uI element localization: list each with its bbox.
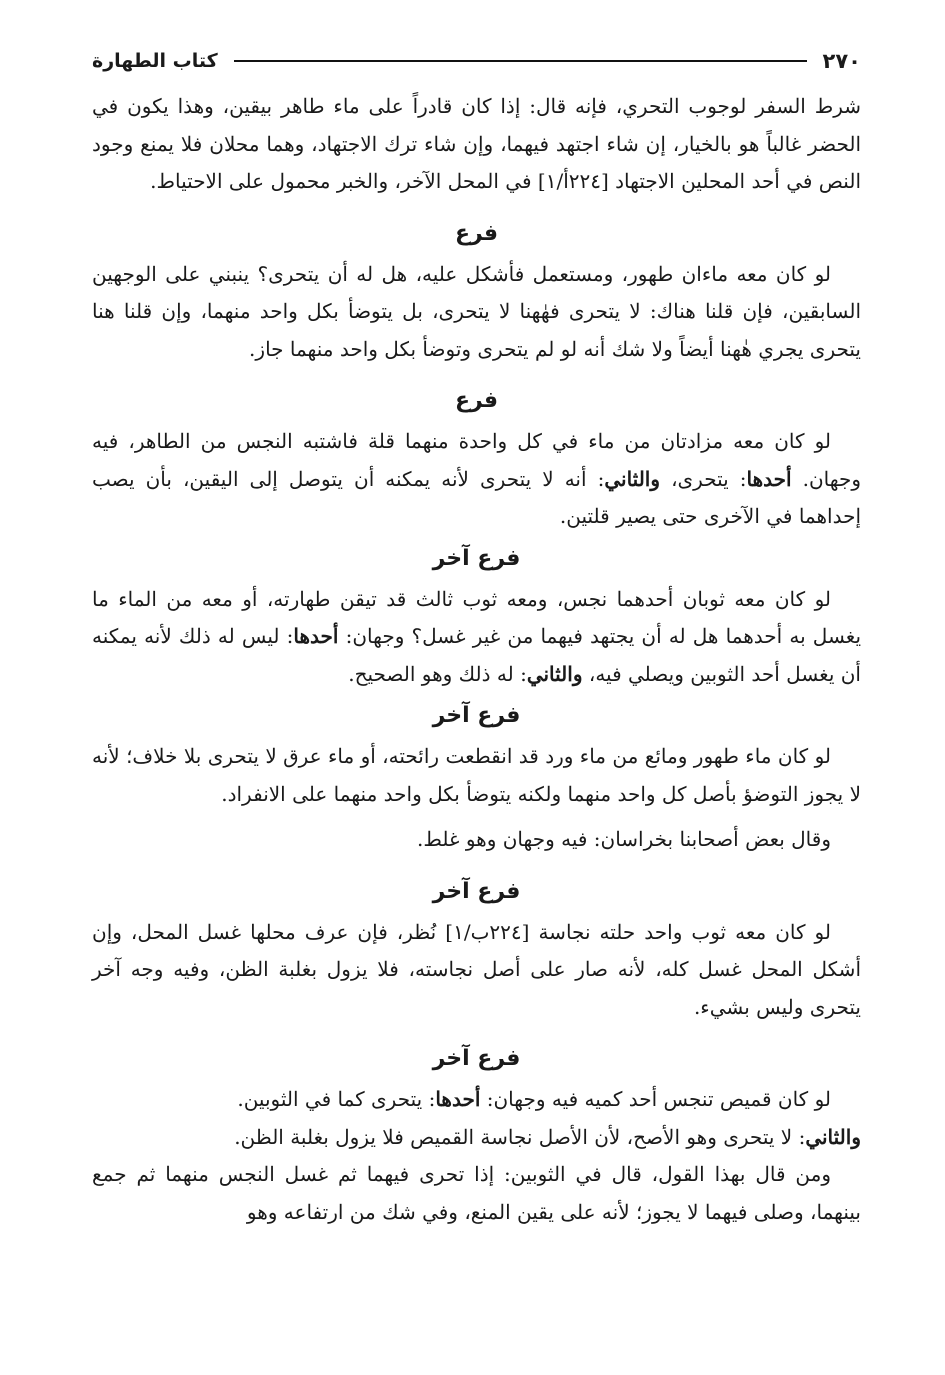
paragraph-text: : يتحرى كما في الثوبين.	[237, 1087, 436, 1111]
section-paragraph	[92, 1119, 861, 1157]
paragraph-text: : ليس له ذلك لأنه يمكنه أن يغسل أحد الثوبين ويصلي فيه،	[92, 624, 861, 686]
paragraph-text: لو كان معه مزادتان من ماء في كل واحدة منهما قلة فاشتبه النجس من الطاهر، فيه وجهان.	[92, 429, 861, 491]
paragraph-text: : لا يتحرى وهو الأصح، لأن الأصل نجاسة القميص فلا يزول بغلبة الظن.	[234, 1124, 806, 1149]
section-paragraph: لو كان ماء طهور ومائع من ماء ورد قد انقطعت رائحته، أو ماء عرق لا يتحرى بلا خلاف؛ لأنه لا يجوز التوضؤ بأصل كل واحد منهما ولكنه يتوضأ بكل واحد منهما على الانفراد.	[92, 744, 861, 806]
paragraph-text: : له ذلك وهو الصحيح.	[348, 661, 527, 686]
section-paragraph: لو كان معه ماءان طهور، ومستعمل فأشكل عليه، هل له أن يتحرى؟ ينبني على الوجهين السابقين، فإن قلنا هناك: لا يتحرى فهٰهنا لا يتحرى، بل يتوضأ بكل واحد منهما، وإن قلنا هنا يتحرى يجري هٰهنا أيضاً ولا شك أنه لو لم يتحرى وتوضأ بكل واحد منهما جاز.	[92, 261, 861, 361]
book-title: كتاب الطهارة	[92, 50, 218, 72]
paragraph-text: لو كان قميص تنجس أحد كميه فيه وجهان:	[486, 1087, 831, 1111]
section-heading: فرع آخر	[432, 878, 521, 904]
section-heading: فرع	[454, 220, 499, 246]
section-paragraph: وقال بعض أصحابنا بخراسان: فيه وجهان وهو غلط.	[417, 827, 831, 851]
section-heading: فرع آخر	[432, 1046, 521, 1071]
section-heading: فرع آخر	[432, 545, 521, 571]
intro-paragraph: شرط السفر لوجوب التحري، فإنه قال: إذا كان قادراً على ماء طاهر بيقين، وهذا يكون في الحضر غالباً هو بالخيار، إن شاء اجتهد فيهما، وإن شاء ترك الاجتهاد، وهما محلان فلا يمنع وجود النص في أحد المحلين الاجتهاد [٢٢٤أ/١] في المحل الآخر، والخبر محمول على الاحتياط.	[92, 94, 861, 193]
page-number: ٢٧٠	[822, 49, 861, 73]
section-paragraph	[92, 423, 861, 536]
paragraph-text: لو كان معه ثوبان أحدهما نجس، ومعه ثوب ثالث قد تيقن طهارته، أو معه من الماء ما يغسل به أحدهما هل له أن يجتهد فيهما من غير غسل؟ وجهان:	[92, 586, 862, 648]
section-paragraph	[92, 1081, 861, 1119]
term-second: والثاني	[604, 466, 661, 491]
section-heading: فرع	[454, 388, 499, 413]
term-second: والثاني	[805, 1124, 861, 1149]
running-header	[92, 44, 861, 78]
section-heading: فرع آخر	[432, 703, 521, 728]
paragraph-text: : أنه لا يتحرى لأنه يمكنه أن يتوصل إلى اليقين، بأن يصب إحداهما في الآخرى حتى يصير قلتين.	[92, 466, 861, 528]
term-second: والثاني	[526, 661, 583, 686]
term-first: أحدها	[293, 624, 339, 648]
term-first: أحدها	[435, 1087, 481, 1111]
section-paragraph: ومن قال بهذا القول، قال في الثوبين: إذا تحرى فيهما ثم غسل النجس منهما ثم جمع بينهما، وصلى فيهما لا يجوز؛ لأنه على يقين المنع، وفي شك من ارتفاعه وهو	[92, 1162, 861, 1224]
section-paragraph	[92, 581, 861, 694]
paragraph-text: : يتحرى،	[671, 466, 747, 491]
header-rule	[234, 60, 807, 62]
section-paragraph: لو كان معه ثوب واحد حلته نجاسة [٢٢٤ب/١] نُظر، فإن عرف محلها غسل المحل، وإن أشكل المحل غسل كله، لأنه صار على أصل نجاسته، فلا يزول بغلبة الظن، وفيه وجه آخر يتحرى وليس بشيء.	[92, 919, 861, 1019]
term-first: أحدها	[746, 466, 792, 491]
